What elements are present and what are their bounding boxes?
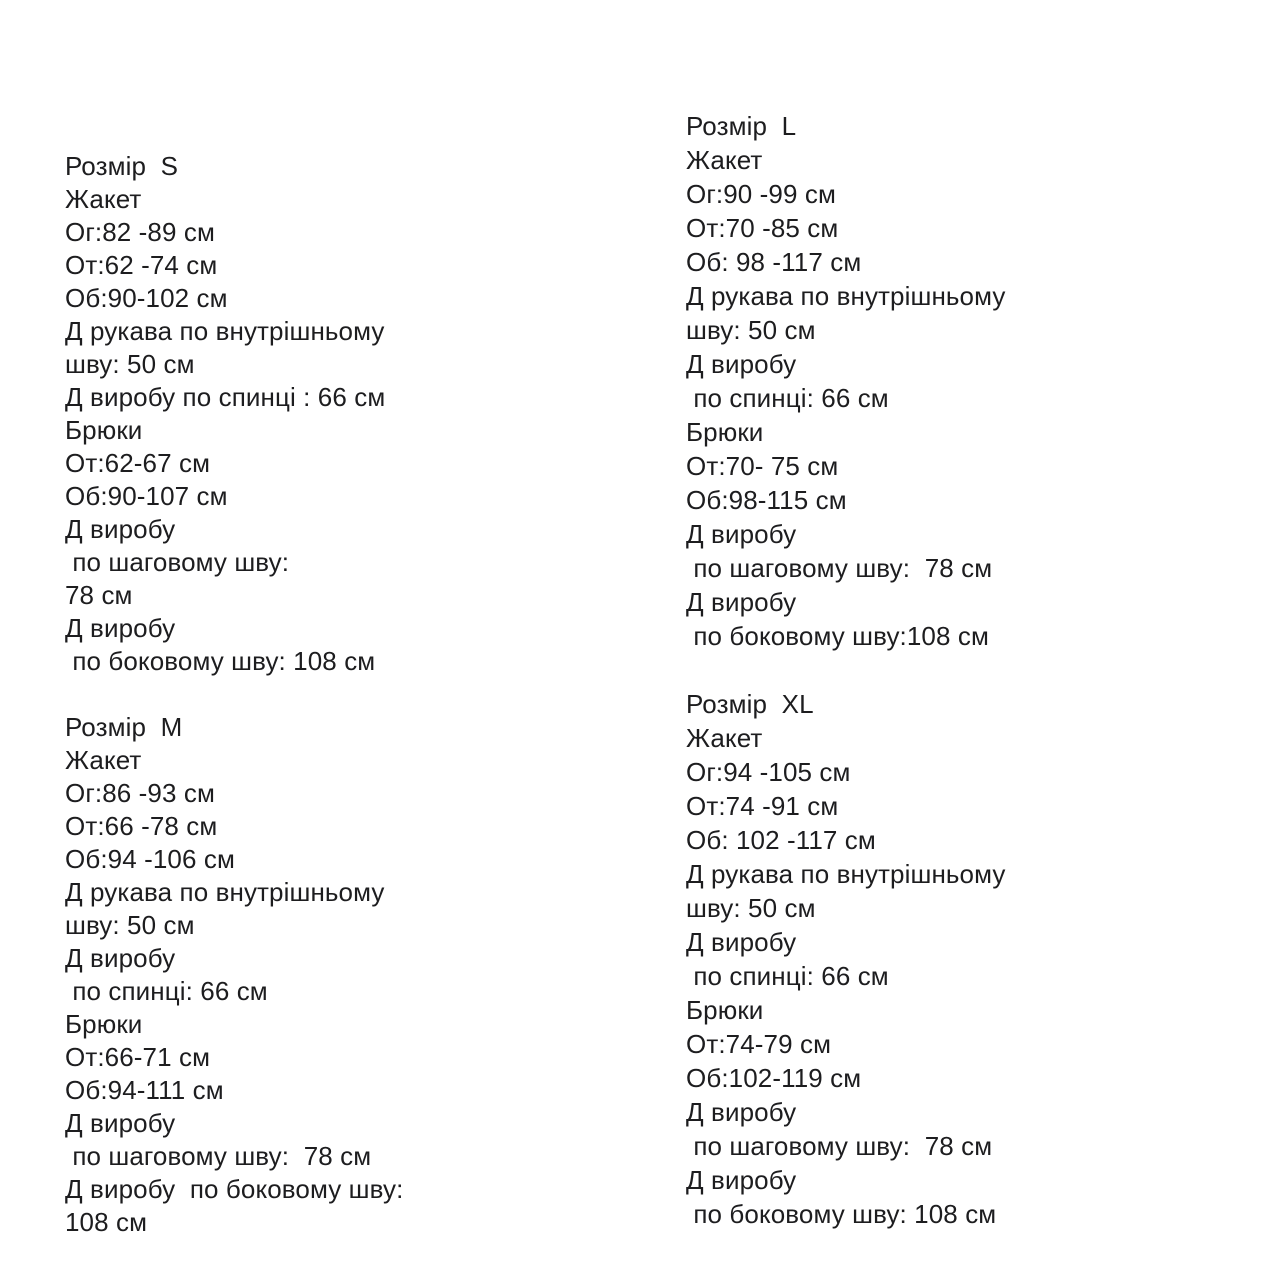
size-chart-line: Д виробу <box>686 927 797 957</box>
size-chart-line: Об:94-111 см <box>65 1075 224 1105</box>
size-chart-line: Об:98-115 см <box>686 485 847 515</box>
size-chart-line: по боковому шву: 108 см <box>686 1199 997 1229</box>
size-chart-line: Д виробу <box>686 587 797 617</box>
size-chart-line: Д рукава по внутрішньому <box>65 316 385 346</box>
size-chart-line: Ог:82 -89 см <box>65 217 215 247</box>
size-chart-line: Д виробу по спинці : 66 см <box>65 382 386 412</box>
size-chart-line: Брюки <box>65 1009 143 1039</box>
size-chart-line: Об:90-107 см <box>65 481 228 511</box>
size-chart-line: по боковому шву:108 см <box>686 621 989 651</box>
size-chart-line: От:74 -91 см <box>686 791 839 821</box>
size-chart-line: Д виробу <box>686 519 797 549</box>
size-chart-line: Ог:90 -99 см <box>686 179 836 209</box>
size-block-s <box>65 150 403 678</box>
size-chart-line: по шаговому шву: 78 см <box>65 1141 372 1171</box>
size-chart-line: Об:90-102 см <box>65 283 228 313</box>
size-chart-line: по шаговому шву: 78 см <box>686 1131 993 1161</box>
size-chart-line: От:66-71 см <box>65 1042 211 1072</box>
size-chart-line: От:62-67 см <box>65 448 211 478</box>
size-chart-line: От:66 -78 см <box>65 811 218 841</box>
size-chart-line: Брюки <box>686 417 764 447</box>
size-chart-line: Д виробу <box>686 1097 797 1127</box>
size-chart-line: Ог:86 -93 см <box>65 778 215 808</box>
size-chart-line: Ог:94 -105 см <box>686 757 851 787</box>
size-chart-line: по шаговому шву: 78 см <box>686 553 993 583</box>
size-chart-line: Жакет <box>686 723 763 753</box>
size-chart-line: Д виробу <box>65 1108 176 1138</box>
size-chart-column-left <box>65 150 403 1239</box>
size-chart-column-right <box>686 109 1005 1231</box>
size-chart-line: Д виробу по боковому шву: <box>65 1174 404 1204</box>
size-block-l <box>686 109 1005 653</box>
size-chart-line: Жакет <box>65 184 142 214</box>
size-chart-line: Д виробу <box>686 349 797 379</box>
size-chart-line: От:74-79 см <box>686 1029 832 1059</box>
size-chart-line: От:62 -74 см <box>65 250 218 280</box>
size-chart-line: Д рукава по внутрішньому <box>686 281 1006 311</box>
size-chart-line: Д рукава по внутрішньому <box>65 877 385 907</box>
size-chart-line: по спинці: 66 см <box>686 961 889 991</box>
size-block-title: Розмір L <box>686 111 797 141</box>
size-chart-line: шву: 50 см <box>686 315 816 345</box>
size-chart-line: шву: 50 см <box>65 910 195 940</box>
size-chart-line: Об:94 -106 см <box>65 844 235 874</box>
size-chart-line: 108 см <box>65 1207 148 1237</box>
size-chart-line: От:70- 75 см <box>686 451 839 481</box>
size-chart-line: Жакет <box>65 745 142 775</box>
size-block-xl <box>686 687 1005 1231</box>
size-chart-line: Об: 102 -117 см <box>686 825 876 855</box>
size-chart-line: Д виробу <box>65 613 176 643</box>
size-chart-line: шву: 50 см <box>686 893 816 923</box>
size-block-title: Розмір M <box>65 712 183 742</box>
size-chart-line: Жакет <box>686 145 763 175</box>
size-chart-line: Брюки <box>686 995 764 1025</box>
size-chart-line: Об: 98 -117 см <box>686 247 862 277</box>
size-block-m <box>65 711 403 1239</box>
size-chart-line: по боковому шву: 108 см <box>65 646 376 676</box>
size-chart-line: по спинці: 66 см <box>686 383 889 413</box>
size-chart-line: по спинці: 66 см <box>65 976 268 1006</box>
size-block-title: Розмір S <box>65 151 179 181</box>
size-chart-line: Брюки <box>65 415 143 445</box>
size-chart-line: шву: 50 см <box>65 349 195 379</box>
size-block-title: Розмір XL <box>686 689 814 719</box>
size-chart-line: Д виробу <box>65 943 176 973</box>
size-chart-line: Д виробу <box>65 514 176 544</box>
size-chart-line: 78 см <box>65 580 133 610</box>
size-chart-line: Об:102-119 см <box>686 1063 862 1093</box>
size-chart-line: От:70 -85 см <box>686 213 839 243</box>
size-chart-line: Д виробу <box>686 1165 797 1195</box>
size-chart-line: Д рукава по внутрішньому <box>686 859 1006 889</box>
size-chart-line: по шаговому шву: <box>65 547 290 577</box>
